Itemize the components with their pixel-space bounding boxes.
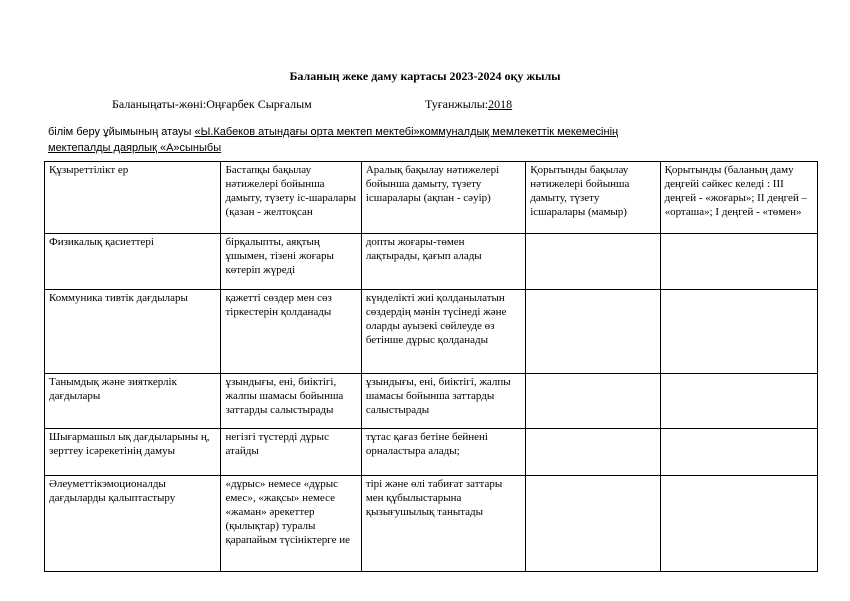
birth-year-label: Туғанжылы:	[425, 97, 489, 111]
cell-result	[660, 234, 817, 290]
header-final: Қорытынды бақылау нәтижелері бойынша дамыту, түзету ісшаралары (мамыр)	[526, 162, 660, 234]
cell-result	[660, 429, 817, 476]
birth-year-line	[425, 97, 512, 112]
cell-final	[526, 476, 660, 572]
table-row	[45, 476, 818, 572]
organization-prefix: білім беру ұйымының атауы	[48, 126, 195, 138]
cell-initial: ұзындығы, ені, биіктігі, жалпы шамасы бойынша заттарды салыстырады	[221, 374, 361, 429]
header-competency: Құзыреттілікт ер	[45, 162, 221, 234]
cell-initial: бірқалыпты, аяқтың ұшымен, тізені жоғары көтеріп жүреді	[221, 234, 361, 290]
cell-intermediate: күнделікті жиі қолданылатын сөздердің мәнін түсінеді және оларды ауызекі сөйлеуде өз бетінше дұрыс қолданады	[361, 290, 525, 374]
cell-competency: Әлеуметтікэмоционалды дағдыларды қалыптастыру	[45, 476, 221, 572]
cell-initial: «дұрыс» немесе «дұрыс емес», «жақсы» немесе «жаман» әрекеттер (қылықтар) туралы қарапайым түсініктерге ие	[221, 476, 361, 572]
table-row	[45, 429, 818, 476]
organization-line-2: мектепалды даярлық «А»сыныбы	[48, 142, 222, 154]
cell-final	[526, 234, 660, 290]
cell-intermediate: ұзындығы, ені, биіктігі, жалпы шамасы бойынша заттарды салыстырады	[361, 374, 525, 429]
cell-final	[526, 374, 660, 429]
organization-line-1	[48, 124, 808, 140]
cell-intermediate: допты жоғары-төмен лақтырады, қағып алады	[361, 234, 525, 290]
cell-intermediate: тірі және өлі табиғат заттары мен құбылыстарына қызығушылық танытады	[361, 476, 525, 572]
cell-initial: қажетті сөздер мен сөз тіркестерін қолданады	[221, 290, 361, 374]
birth-year-value: 2018	[488, 97, 513, 111]
child-name-value: Оңғарбек Сырғалым	[206, 97, 312, 111]
cell-intermediate: тұтас қағаз бетіне бейнені орналастыра алады;	[361, 429, 525, 476]
child-name-label: Баланыңаты-жөні:	[112, 97, 207, 111]
cell-final	[526, 290, 660, 374]
cell-result	[660, 476, 817, 572]
table-row	[45, 374, 818, 429]
cell-result	[660, 374, 817, 429]
cell-result	[660, 290, 817, 374]
development-map-table	[44, 161, 818, 572]
organization-info	[48, 124, 808, 156]
table-row	[45, 234, 818, 290]
cell-final	[526, 429, 660, 476]
header-initial: Бастапқы бақылау нәтижелері бойынша дамыту, түзету іс-шаралары (қазан - желтоқсан	[221, 162, 361, 234]
cell-competency: Танымдық және зияткерлік дағдылары	[45, 374, 221, 429]
header-result: Қорытынды (баланың даму деңгейі сәйкес келеді : ІІІ деңгей - «жоғары»; ІІ деңгей – «орташа»; І деңгей - «төмен»	[660, 162, 817, 234]
cell-initial: негізгі түстерді дұрыс атайды	[221, 429, 361, 476]
header-intermediate: Аралық бақылау нәтижелері бойынша дамыту, түзету ісшаралары (ақпан - сәуір)	[361, 162, 525, 234]
document-title: Баланың жеке даму картасы 2023-2024 оқу жылы	[289, 69, 561, 83]
organization-name: «Ы.Кабеков атындағы орта мектеп мектебі»коммуналдық мемлекеттік мекемесінің	[194, 126, 619, 138]
cell-competency: Шығармашыл ық дағдыларыны ң, зерттеу ісәрекетінің дамуы	[45, 429, 221, 476]
child-name-line	[112, 97, 312, 112]
cell-competency: Коммуника тивтік дағдылары	[45, 290, 221, 374]
cell-competency: Физикалық қасиеттері	[45, 234, 221, 290]
table-row	[45, 290, 818, 374]
table-header-row	[45, 162, 818, 234]
